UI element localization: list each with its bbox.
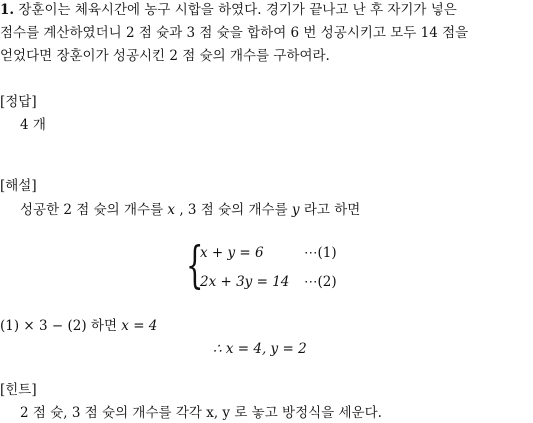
solution-conclusion: ∴ x = 4, y = 2 xyxy=(213,341,307,357)
problem-line-3: 얻었다면 장훈이가 성공시킨 2 점 슛의 개수를 구하여라. xyxy=(0,48,330,64)
solution-intro-mid: , 3 점 슛의 개수를 xyxy=(175,202,292,218)
answer-header: [정답] xyxy=(0,94,37,110)
equation-2-label: ⋯(2) xyxy=(304,274,337,290)
solution-intro-post: 라고 하면 xyxy=(299,202,361,218)
solution-header: [해설] xyxy=(0,178,37,194)
solution-step-result: x = 4 xyxy=(121,318,158,334)
hint-text: 2 점 슛, 3 점 슛의 개수를 각각 x, y 로 놓고 방정식을 세운다. xyxy=(20,405,382,421)
equation-2: 2x + 3y = 14 xyxy=(200,274,290,290)
problem-line-1 xyxy=(0,0,457,20)
problem-number: 1. xyxy=(0,2,15,18)
solution-step xyxy=(0,316,157,336)
solution-intro xyxy=(20,200,360,220)
solution-step-text: (1) × 3 − (2) 하면 xyxy=(0,318,122,334)
problem-text-1: 장훈이는 체육시간에 농구 시합을 하였다. 경기가 끝나고 난 후 자기가 넣은 xyxy=(18,2,457,18)
hint-header: [힌트] xyxy=(0,382,37,398)
solution-intro-y: y xyxy=(291,202,300,218)
answer-value: 4 개 xyxy=(20,117,46,133)
problem-line-2: 점수를 계산하였더니 2 점 슛과 3 점 슛을 합하여 6 번 성공시키고 모두 14 점을 xyxy=(0,25,469,41)
system-brace: { xyxy=(186,236,204,294)
equation-1: x + y = 6 xyxy=(200,245,264,261)
equation-system xyxy=(186,236,356,294)
equation-1-label: ⋯(1) xyxy=(304,245,337,261)
solution-intro-pre: 성공한 2 점 슛의 개수를 xyxy=(20,202,168,218)
solution-intro-x: x xyxy=(167,202,176,218)
